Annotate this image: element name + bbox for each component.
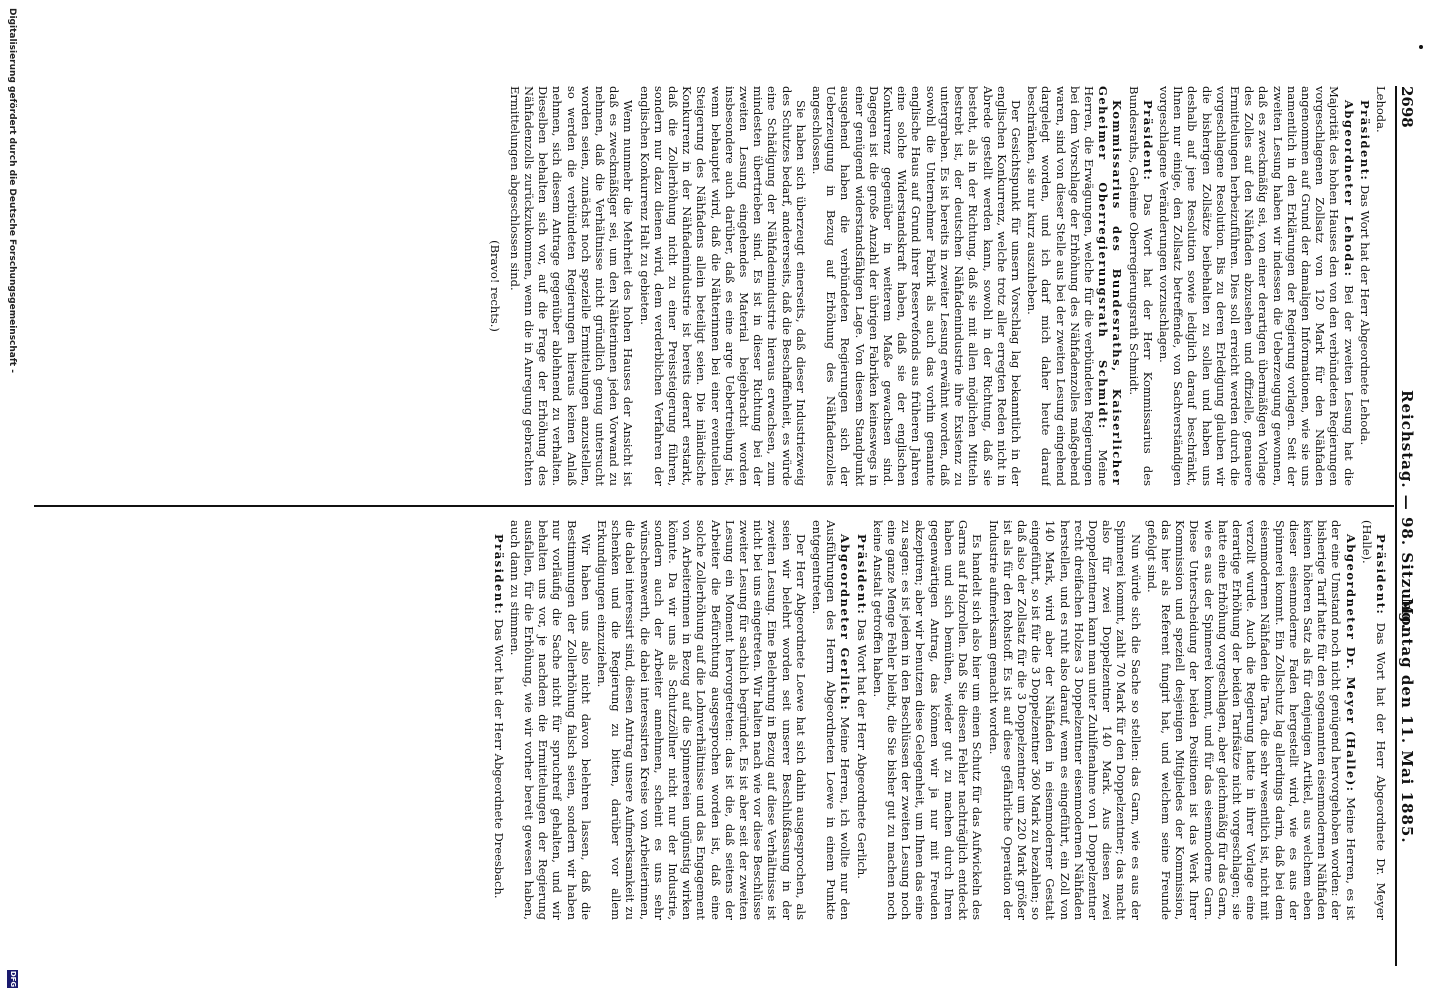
speaker-name: Abgeordneter Dr. Meyer (Halle): (1343, 534, 1358, 793)
speaker-name: Präsident: (1140, 100, 1155, 182)
speech-paragraph (1360, 520, 1388, 920)
speaker-name: Präsident: (1357, 100, 1372, 182)
page-number: 2698 (1398, 86, 1416, 128)
speaker-name: Abgeordneter Gerlich: (838, 534, 853, 712)
speech-text: Das Wort hat der Herr Abgeordnete Dr. Meyer (Halle). (1359, 520, 1388, 920)
speech-text: Das Wort hat der Herr Abgeordnete Gerlich. (854, 618, 869, 879)
speaker-name: Präsident: (1374, 534, 1388, 616)
right-column (48, 520, 1388, 920)
speech-paragraph (810, 520, 853, 920)
speaker-name: Präsident: (854, 534, 869, 616)
body-paragraph: Wenn nunmehr die Mehrheit des hohen Hauses der Ansicht ist daß es zweckmäßiger sei, um den Nähterinnen jeden Vorwand zu nehmen, daß die Verhältnisse nicht gründlich genug untersucht worden seien, zunächst noch spezielle Ermittelungen anzustellen, so werden die verbündeten Regierungen hieraus keinen Anlaß nehmen, sich diesem Antrage gegenüber ablehnend zu verhalten. Dieselben behalten sich vor, auf die Frage der Erhöhung des Nähfadenzolls zurückzukommen, wenn die in Anregung gebrachten Ermittelungen abgeschlossen sind. (507, 86, 636, 486)
speech-paragraph (854, 520, 868, 920)
continued-line: Lehoda. (1374, 86, 1388, 133)
speech-paragraph (1358, 86, 1372, 486)
dfg-logo-icon: DFG (9, 970, 17, 988)
body-paragraph: Der Gesichtspunkt für unsern Vorschlag lag bekanntlich in der englischen Konkurrenz, welche trotz aller erregten Reden nicht in Abrede gestellt werden kann, sowohl in der Richtung, daß sie besteht, als in der Richtung, daß sie mit allen möglichen Mitteln bestrebt ist, der deutschen Nähfadenindustrie ihre Existenz zu untergraben. Es ist bereits in zweiter Lesung erwähnt worden, daß sowohl die Unternehmer Fabrik als auch das vorhin genannte englische Haus auf Grund ihrer Reservefonds aus früheren Jahren eine solche Widerstandskraft haben, daß sie der englischen Konkurrenz gegenüber in weiterem Maße gewachsen sind. Dagegen ist die große Anzahl der übrigen Fabriken keineswegs in einer genügend widerstandsfähigen Lage. Von diesem Standpunkt ausgehend haben die verbündeten Regierungen sich der Ueberzeugung in Bezug auf Erhöhung des Nähfadenzolles angeschlossen. (810, 86, 1023, 486)
speech-paragraph (1025, 86, 1124, 486)
speech-text: Das Wort hat der Herr Abgeordnete Dreesbach. (491, 618, 506, 899)
body-paragraph: Wir haben uns also nicht davon belehren lassen, daß die Bestimmungen der Zollerhöhung falsch seien, sondern wir haben nur vorläufig die Sache nicht für spruchreif gehalten, und wir behalten uns vor, je nachdem die Ermittelungen der Regierung ausfallen, für die Erhöhung, wie wir vorher bereit gewesen haben, auch dann zu stimmen. (507, 520, 593, 920)
body-paragraph: Es handelt sich also hier um einen Schutz für das Aufwickeln des Garns auf Holzrollen. Daß Sie diesen Fehler nachträglich entdeckt haben und sich bemühen, wieder gut zu machen durch Ihren gegenwärtigen Antrag, das können wir ja nur mit Freuden akzeptiren; aber wir benutzen diese Gelegenheit, um Ihnen das eine zu sagen: es ist jedem in den Beschlüssen der zweiten Lesung noch eine ganze Menge Fehler bleibt, die Sie bisher gut zu machen noch keine Anstalt getroffen haben. (870, 520, 985, 920)
header-title: Reichstag. — 98. Sitzung. (1398, 390, 1416, 630)
speaker-name: Abgeordneter Lehoda: (1341, 100, 1356, 278)
left-column (48, 86, 1388, 486)
digitization-footer (0, 0, 20, 1000)
speech-paragraph (1126, 86, 1154, 486)
margin-dot (1419, 45, 1423, 49)
body-paragraph: Der Herr Abgeordnete Loewe hat sich dahin ausgesprochen, als seien wir belehrt worden seit unserer Beschlußfassung in der zweiten Lesung. Eine Belehrung in Bezug auf diese Verhältnisse ist nicht bei uns eingetreten. Wir halten nach wie vor diese Beschlüsse zweiter Lesung für sachlich begründet. Es ist aber seit der zweiten Lesung ein Moment hervorgetreten: das ist die, daß seitens der Arbeiter die Befürchtung ausgesprochen worden ist, daß eine solche Zollerhöhung auf die Lohnverhältnisse und das Engagement von Arbeiterinnen in Bezug auf die Spinnereien ungünstig wirken könnte. Da wir uns als Schutzzöllner nicht nur der Industrie, sondern auch der Arbeiter annehmen, scheint es uns sehr wünschenswerth, die dabei interessirten Kreise von Arbeiterinnen, die dabei interessirt sind, diesen Antrag unsere Aufmerksamkeit zu schenken und die Regierung zu bitten, darüber vor allem Erkundigungen einzuziehen. (595, 520, 808, 920)
speech-text: Das Wort hat der Herr Abgeordnete Lehoda. (1357, 184, 1372, 446)
header-rule (1395, 86, 1397, 966)
speech-paragraph (1145, 520, 1358, 920)
column-divider (34, 505, 1394, 507)
speech-text: Meine Herren, es ist der eine Umstand noch nicht genügend hervorgehoben worden: der bisherige Tarif hatte für den sogenannten eisenmodernen Nähfaden keinen höheren Satz als für denjenigen Artikel, aus welchem eben dieser eisenmoderne Faden hergestellt wird, wie es aus der Spinnerei kommt. Ein Zollschutz lag allerdings darin, daß bei dem eisenmodernen Nähfaden die Tara, die sehr wesentlich ist, nicht mit verzollt wurde. Auch die Regierung hatte in ihrer Vorlage eine derartige Erhöhung der beiden Tarifsätze nicht vorgeschlagen; sie hatte eine Erhöhung vorgeschlagen, aber gleichmäßig für das Garn, wie es aus der Spinnerei kommt, und für das eisenmoderne Garn. Diese Unterscheidung der beiden Positionen ist das Werk Ihrer Kommission und speziell desjenigen Mitgliedes der Kommission, das hier als Referent fungirt hat, und welchem seine Freunde gefolgt sind. (1144, 520, 1358, 920)
speech-text: Meine Herren, die Erwägungen, welche für die verbündeten Regierungen bei dem Vorschlage der Erhöhung des Nähfadenzolles maßgebend waren, sind von dieser Stelle aus bei der zweiten Lesung eingehend dargelegt worden, und ich darf mich daher heute darauf beschränken, sie nur kurz auszuheben. (1025, 86, 1111, 486)
speech-text: Das Wort hat der Herr Kommissarius des Bundesraths, Geheime Oberregierungsrath Schmidt. (1126, 86, 1155, 486)
body-paragraph: Nun würde sich die Sache so stellen: das Garn, wie es aus der Spinnerei kommt, zahlt 70 Mark für den Doppelzentner; das macht also für zwei Doppelzentner 140 Mark. Aus diesen zwei Doppelzentnern kann man unter Zuhilfenahme von 1 Doppelzentner recht dreifachen Holzes 3 Doppelzentner eisenmodernen Nähfaden herstellen, und es ruht also darauf, wenn es eingeführt, ein Zoll von 140 Mark, wird aber der Nähfaden in eisenmoderner Gestalt eingeführt, so ist für die 3 Doppelzentner 360 Mark zu bezahlen; so daß also der Zollsatz für die 3 Doppelzentner um 220 Mark größer ist als für den Rohstoff. Es ist auf diese gefährliche Operation der Industrie aufmerksam gemacht worden. (986, 520, 1143, 920)
speech-paragraph (491, 520, 505, 920)
applause-note: (Bravo! rechts.) (487, 240, 502, 332)
speaker-name: Präsident: (491, 534, 506, 616)
footer-text: Digitalisierung gefördert durch die Deutsche Forschungsgemeinschaft - (7, 8, 17, 373)
speaker-name: Kommissarius des Bundesraths, Kaiserlicher Geheimer Oberregierungsrath Schmidt: (1096, 86, 1125, 486)
speech-paragraph (1157, 86, 1356, 486)
speech-text: Bei der zweiten Lesung hat die Majorität des hohen Hauses den von den verbündeten Regierungen vorgeschlagenen Zollsatz von 120 Mark für den Nähfaden angenommen auf Grund der damaligen Informationen, wie sie uns namentlich in den Erklärungen der Regierung vorlagen. Seit der zweiten Lesung haben wir indessen die Ueberzeugung gewonnen, daß es zweckmäßig sei, von einer derartigen übermäßigen Vorlage des Zolles auf den Nähfaden abzusehen und offizielle, genauere Ermittelungen herbeizuführen. Dies soll erreicht werden durch die vorgeschlagene Resolution. Bis zu deren Erledigung glauben wir die bisherigen Zollsätze beibehalten zu sollen und haben uns deshalb auf jene Resolution sowie lediglich darauf beschränkt, Ihnen nur einige, den Zollsatz betreffende, von Sachverständigen vorgeschlagene Veränderungen vorzuschlagen. (1156, 86, 1356, 486)
speech-text: Meine Herren, ich wollte nur den Ausführungen des Herrn Abgeordneten Loewe in einem Punkte entgegentreten. (810, 520, 853, 920)
header-date: Montag den 11. Mai 1885. (1398, 598, 1416, 844)
body-paragraph: Sie haben sich überzeugt einerseits, daß dieser Industriezweig des Schutzes bedarf, andererseits, daß die Beschaffenheit, es würde eine Schädigung der Nähfadenindustrie hieraus erwachsen, zum mindesten übertrieben sind. Es ist in dieser Richtung bei der zweiten Lesung eingehendes Material beigebracht worden insbesondere auch darüber, daß es eine arge Uebertreibung ist, wenn behauptet wird, daß die Nähterinnen bei einer eventuellen Steigerung des Nähfadens allein beteiligt seien. Die inländische Konkurrenz in der Nähfadenindustrie ist bereits derart erstarkt, daß die Zollerhöhung nicht zu einer Preissteigerung führen, sondern nur dazu dienen wird, dem verderblichen Verfahren der englischen Konkurrenz Halt zu gebieten. (637, 86, 808, 486)
